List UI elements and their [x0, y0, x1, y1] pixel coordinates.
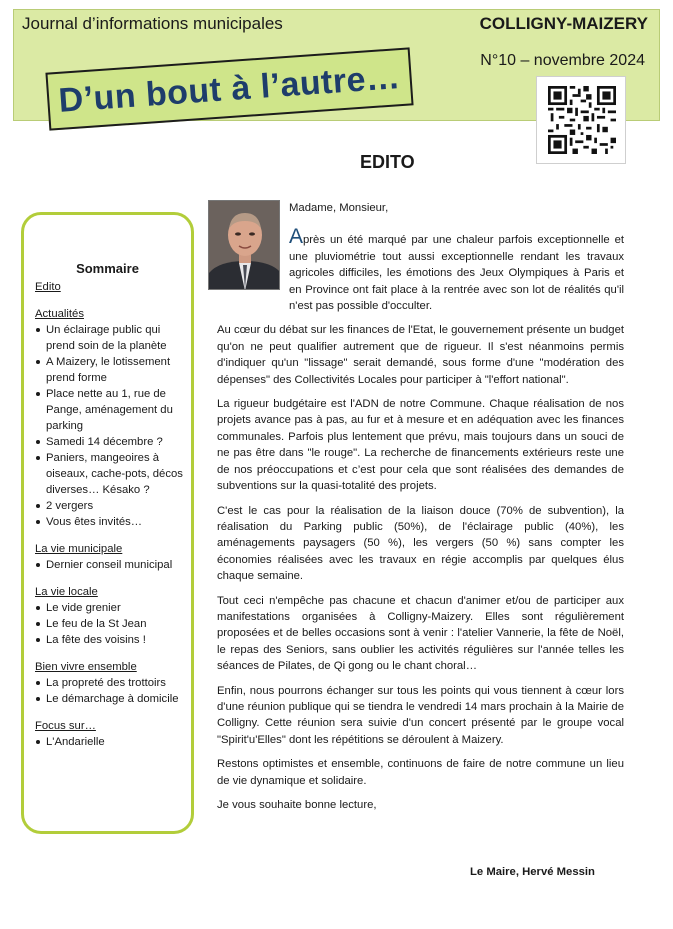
list-item[interactable]: Le feu de la St Jean	[35, 616, 185, 632]
section-heading-actualites[interactable]: Actualités	[35, 308, 84, 320]
list-item[interactable]: A Maizery, le lotissement prend forme	[35, 354, 185, 386]
edito-paragraph: Enfin, nous pourrons échanger sur tous les points qui vous tiennent à cœur lors d'une réunion publique qui se tiendra le vendredi 14 mars prochain à la Mairie de Colligny. Cette réunion sera suivie d'un concert présenté par le groupe vocal "Spirit'u'Elles" dont les répétitions se déroulent à Maizery.	[217, 684, 624, 746]
edito-paragraph-text: près un été marqué par une chaleur parfois exceptionnelle et une pluviométrie tout aussi exceptionnelle rendant les travaux agricoles difficiles, les émotions des Jeux Olympiques à Paris et en Province ont fait place à la rentrée avec son lot de réalités qu'il n'est pas possible d'occulter.	[289, 234, 624, 313]
section-heading-bien-vivre[interactable]: Bien vivre ensemble	[35, 661, 137, 673]
list-item[interactable]: 2 vergers	[35, 498, 185, 514]
edito-paragraph: Restons optimistes et ensemble, continuons de faire de notre commune un lieu de vie dynamique et solidaire.	[217, 758, 624, 787]
list-item[interactable]: Le démarchage à domicile	[35, 691, 185, 707]
edito-title: EDITO	[360, 152, 415, 172]
list-item[interactable]: Samedi 14 décembre ?	[35, 434, 185, 450]
town-name: COLLIGNY-MAIZERY	[479, 14, 648, 33]
list-item[interactable]: Place nette au 1, rue de Pange, aménagement du parking	[35, 386, 185, 434]
edito-letter	[217, 197, 624, 821]
list-item[interactable]: Paniers, mangeoires à oiseaux, cache-pots, décos diverses… Késako ?	[35, 450, 185, 498]
salutation: Madame, Monsieur,	[289, 202, 389, 214]
bien-vivre-list	[35, 675, 185, 707]
vie-municipale-list	[35, 557, 185, 573]
sommaire-content	[35, 279, 185, 750]
drop-cap: A	[289, 225, 304, 249]
banner-title: D’un bout à l’autre…	[57, 57, 402, 120]
issue-number: N°10 – novembre 2024	[480, 52, 645, 69]
focus-list	[35, 734, 185, 750]
edito-paragraph: C'est le cas pour la réalisation de la liaison douce (70% de subvention), la réalisation du Parking public (50%), de l'éclairage public (40%), les aménagements paysagers (50 %), les vergers (50 %) sans compter les économies réalisées avec les travaux en régie accomplis par quelques élus chaque semaine.	[217, 504, 624, 583]
edito-closing: Je vous souhaite bonne lecture,	[217, 799, 377, 811]
list-item[interactable]: La fête des voisins !	[35, 632, 185, 648]
list-item[interactable]: Le vide grenier	[35, 600, 185, 616]
list-item[interactable]: Vous êtes invités…	[35, 514, 185, 530]
edito-paragraph: Au cœur du débat sur les finances de l'Etat, le gouvernement présente un budget qu'on ne peut qualifier autrement que de rigueur. Il s'est néanmoins permis d'indiquer qu'un "lissage" serait demandé, sous forme d'une "modération des dépenses" des Collectivités Locales pour participer à "l'effort national".	[217, 324, 624, 386]
section-heading-vie-municipale[interactable]: La vie municipale	[35, 543, 123, 555]
sommaire-title: Sommaire	[76, 261, 139, 276]
journal-title: Journal d’informations municipales	[22, 14, 283, 33]
signature: Le Maire, Hervé Messin	[470, 866, 595, 878]
list-item[interactable]: L'Andarielle	[35, 734, 185, 750]
vie-locale-list	[35, 600, 185, 648]
edito-paragraph: Tout ceci n'empêche pas chacune et chacun d'animer et/ou de participer aux manifestations organisées à Colligny-Maizery. Elles sont régulièrement proposées et de belles occasions sont à venir : l'atelier Vannerie, la fête de Noël, le repas des Seniors, sans oublier les activités régulières sur l'année telles les séances de Pilates, de Qi gong ou le chant choral…	[217, 594, 624, 673]
actualites-list	[35, 322, 185, 530]
list-item[interactable]: Dernier conseil municipal	[35, 557, 185, 573]
sommaire-sidebar	[21, 212, 194, 834]
edito-paragraph	[289, 225, 624, 314]
section-heading-focus[interactable]: Focus sur…	[35, 720, 96, 732]
list-item[interactable]: Un éclairage public qui prend soin de la planète	[35, 322, 185, 354]
edito-paragraph: La rigueur budgétaire est l'ADN de notre Commune. Chaque réalisation de nos projets avance pas à pas, au fur et à mesure et en adéquation avec les finances communales. Parfois plus lentement que prévu, mais toujours dans un souci de ne pas être dans "le rouge". La recherche de financements extérieurs reste une de nos préoccupations et c’est pour cela que sont réalisées des demandes de subventions sur la quasi-totalité des projets.	[217, 398, 624, 493]
section-heading-vie-locale[interactable]: La vie locale	[35, 586, 98, 598]
list-item[interactable]: La propreté des trottoirs	[35, 675, 185, 691]
qr-code[interactable]	[536, 76, 626, 164]
qr-code-icon	[548, 86, 616, 154]
sommaire-link-edito[interactable]: Edito	[35, 281, 61, 293]
